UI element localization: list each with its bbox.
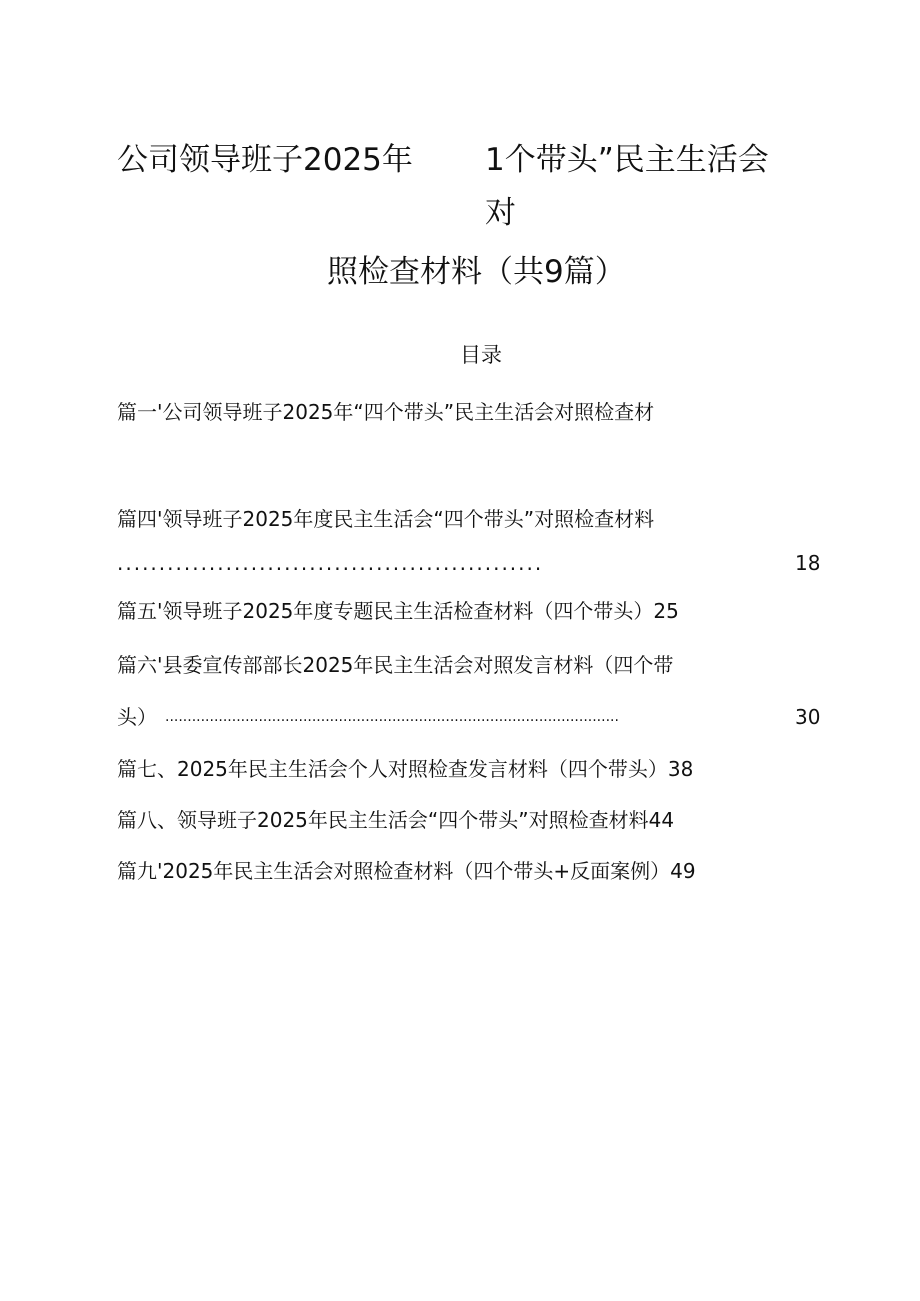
toc-entry-2-page[interactable]: 18	[795, 551, 821, 575]
toc-entry-6[interactable]: 篇八、领导班子2025年民主生活会“四个带头”对照检查材料44	[117, 808, 675, 832]
title-line-1-right: 1个带头”民主生活会	[485, 142, 769, 178]
toc-entry-1[interactable]: 篇一'公司领导班子2025年“四个带头”民主生活会对照检查材	[117, 400, 655, 424]
toc-entry-4-continuation[interactable]: 头）	[117, 705, 157, 729]
title-line-3: 照检查材料（共9篇）	[327, 254, 626, 290]
toc-entry-4[interactable]: 篇六'县委宣传部部长2025年民主生活会对照发言材料（四个带	[117, 653, 674, 677]
title-line-1-left: 公司领导班子2025年	[117, 142, 413, 178]
title-line-2: 对	[485, 195, 516, 231]
toc-heading: 目录	[460, 343, 502, 367]
toc-entry-4-page[interactable]: 30	[795, 705, 821, 729]
toc-entry-3[interactable]: 篇五'领导班子2025年度专题民主生活检查材料（四个带头）25	[117, 599, 679, 623]
toc-entry-2-leader: ...................................................	[117, 551, 544, 575]
toc-entry-5[interactable]: 篇七、2025年民主生活会个人对照检查发言材料（四个带头）38	[117, 757, 694, 781]
toc-entry-4-leader: ......................................................................................................	[165, 709, 619, 725]
toc-entry-2[interactable]: 篇四'领导班子2025年度民主生活会“四个带头”对照检查材料	[117, 507, 655, 531]
toc-entry-7[interactable]: 篇九'2025年民主生活会对照检查材料（四个带头+反面案例）49	[117, 859, 696, 883]
